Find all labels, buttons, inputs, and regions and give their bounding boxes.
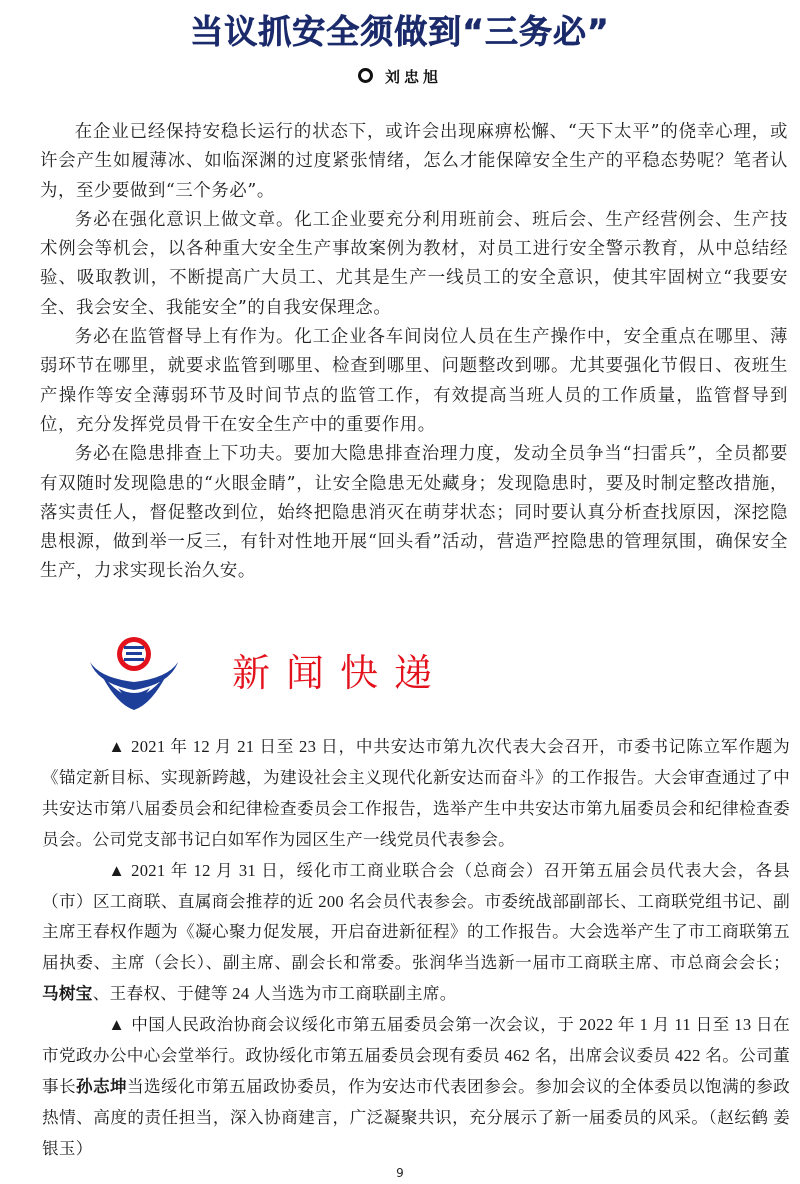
essay-paragraph: 务必在隐患排查上下功夫。要加大隐患排查治理力度，发动全员争当“扫雷兵”，全员都要有双随时发现隐患的“火眼金睛”，让安全隐患无处藏身；发现隐患时，要及时制定整改措施，落实责任人，督促整改到位，始终把隐患消灭在萌芽状态；同时要认真分析查找原因，深挖隐患根源，做到举一反三，有针对性地开展“回头看”活动，营造严控隐患的管理氛围，确保安全生产，力求实现长治久安。 [40, 444, 788, 582]
section-heading-news: 新闻快递 [232, 651, 449, 695]
ring-bullet-icon [358, 68, 373, 83]
essay-paragraph: 务必在强化意识上做文章。化工企业要充分利用班前会、班后会、生产经营例会、生产技术例会等机会，以各种重大安全生产事故案例为教材，对员工进行安全警示教育，从中总结经验、吸取教训，不断提高广大员工、尤其是生产一线员工的安全意识，使其牢固树立“我要安全、我会安全、我能安全”的自我安保理念。 [40, 209, 788, 318]
article-title: 当议抓安全须做到“三务必” [190, 12, 610, 51]
news-item-text: 2021 年 12 月 31 日，绥化市工商业联合会（总商会）召开第五届会员代表大会，各县（市）区工商联、直属商会推荐的近 200 名会员代表参会。市委统战部副部长、工商联党组书记、副主席王春权作题为《凝心聚力促发展，开启奋进新征程》的工作报告。大会选举产生了市工商联第五届执委、主席（会长）、副主席、副会长和常委。张润华当选新一届市工商联主席、市总商会会长； [42, 860, 790, 973]
triangle-bullet-icon: ▲ [108, 1015, 126, 1035]
triangle-bullet-icon: ▲ [108, 737, 126, 756]
news-item [42, 856, 790, 1011]
author-line [0, 66, 800, 87]
company-logo-icon [88, 632, 180, 712]
news-item [42, 1010, 790, 1165]
essay-paragraph: 在企业已经保持安稳长运行的状态下，或许会出现麻痹松懈、“天下太平”的侥幸心理，或许会产生如履薄冰、如临深渊的过度紧张情绪，怎么才能保障安全生产的平稳态势呢？笔者认为，至少要做到“三个务必”。 [40, 122, 788, 201]
news-item-text: 中国人民政治协商会议绥化市第五届委员会第一次会议，于 2022 年 1 月 11 日至 13 日在市党政办公中心会堂举行。政协绥化市第五届委员会现有委员 462 名，出席会议委员 422 名。公司董事长 [42, 1015, 790, 1096]
news-item-text: 、王春权、于健等 24 人当选为市工商联副主席。 [92, 984, 457, 1004]
page-number: 9 [396, 1166, 404, 1180]
news-item-bold-name: 孙志坤 [76, 1076, 128, 1096]
essay-paragraph: 务必在监管督导上有作为。化工企业各车间岗位人员在生产操作中，安全重点在哪里、薄弱环节在哪里，就要求监管到哪里、检查到哪里、问题整改到哪。尤其要强化节假日、夜班生产操作等安全薄弱环节及时间节点的监管工作，有效提高当班人员的工作质量，监管督导到位，充分发挥党员骨干在安全生产中的重要作用。 [40, 327, 788, 435]
triangle-bullet-icon: ▲ [108, 860, 126, 880]
news-item [42, 732, 790, 856]
news-list [42, 732, 790, 1165]
author-name: 刘忠旭 [384, 68, 442, 86]
news-item-text: 当选绥化市第五届政协委员，作为安达市代表团参会。参加会议的全体委员以饱满的参政热情、高度的责任担当，深入协商建言，广泛凝聚共识，充分展示了新一届委员的风采。（赵纭鹤 姜银玉） [42, 1076, 790, 1158]
news-item-text: 2021 年 12 月 21 日至 23 日，中共安达市第九次代表大会召开，市委书记陈立军作题为《锚定新目标、实现新跨越，为建设社会主义现代化新安达而奋斗》的工作报告。大会审查通过了中共安达市第八届委员会和纪律检查委员会工作报告，选举产生中共安达市第九届委员会和纪律检查委员会。公司党支部书记白如军作为园区生产一线党员代表参会。 [42, 737, 790, 849]
news-item-bold-name: 马树宝 [42, 984, 93, 1004]
essay-body [40, 118, 788, 587]
